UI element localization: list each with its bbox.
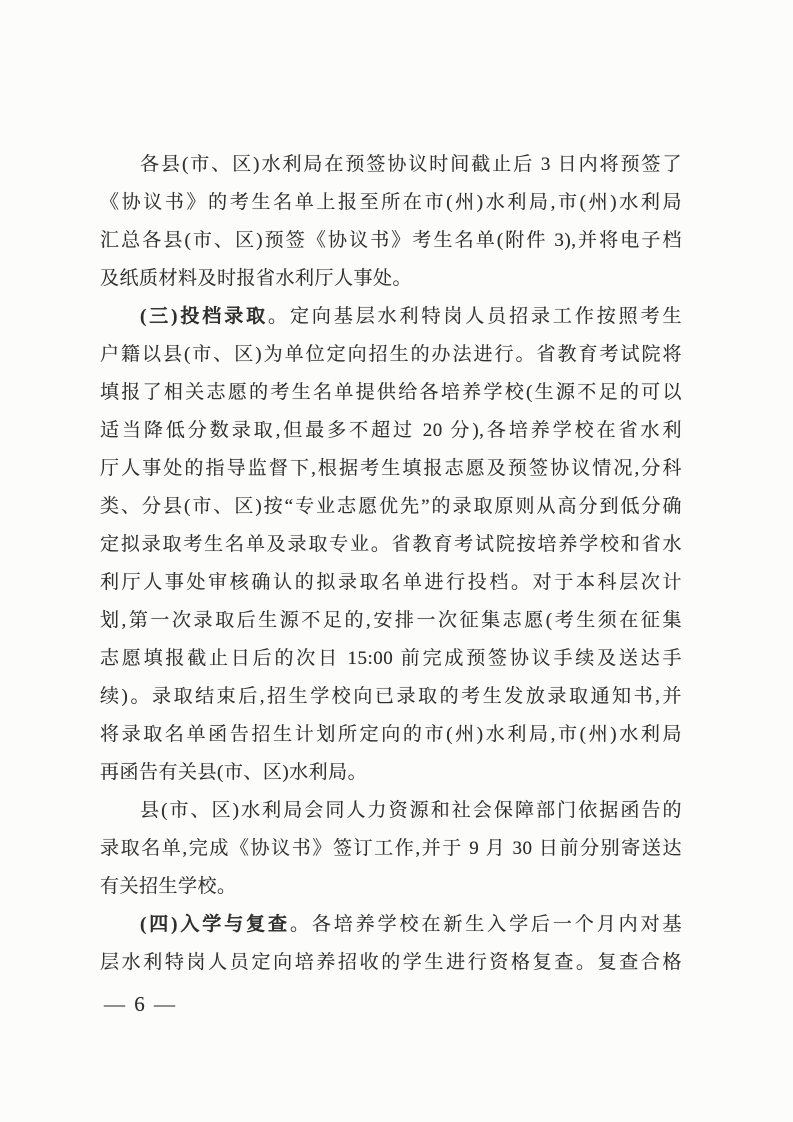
section-body-text: 。定向基层水利特岗人员招录工作按照考生 — [268, 306, 682, 327]
text-line: 定拟录取考生名单及录取专业。省教育考试院按培养学校和省水 — [100, 534, 682, 555]
text-line: 志愿填报截止日后的次日 15:00 前完成预签协议手续及送达手 — [100, 648, 682, 669]
text-line: 《协议书》的考生名单上报至所在市(州)水利局,市(州)水利局 — [100, 192, 682, 213]
text-line: 划,第一次录取后生源不足的,安排一次征集志愿(考生须在征集 — [100, 610, 682, 631]
text-line: 各县(市、区)水利局在预签协议时间截止后 3 日内将预签了 — [140, 154, 682, 175]
text-line: 适当降低分数录取,但最多不超过 20 分),各培养学校在省水利 — [100, 420, 682, 441]
text-line: 户籍以县(市、区)为单位定向招生的办法进行。省教育考试院将 — [100, 344, 682, 365]
text-line-paragraph-end: 及纸质材料及时报省水利厅人事处。 — [100, 268, 413, 289]
section-body-text: 。各培养学校在新生入学后一个月内对基 — [289, 914, 682, 935]
text-line: 类、分县(市、区)按“专业志愿优先”的录取原则从高分到低分确 — [100, 496, 682, 517]
document-body — [100, 146, 682, 982]
section-heading: (四)入学与复查 — [140, 914, 290, 935]
text-line: 利厅人事处审核确认的拟录取名单进行投档。对于本科层次计 — [100, 572, 682, 593]
text-line: 续)。录取结束后,招生学校向已录取的考生发放录取通知书,并 — [100, 686, 682, 707]
text-line: 汇总各县(市、区)预签《协议书》考生名单(附件 3),并将电子档 — [100, 230, 682, 251]
text-line: 县(市、区)水利局会同人力资源和社会保障部门依据函告的 — [140, 800, 682, 821]
text-line: 厅人事处的指导监督下,根据考生填报志愿及预签协议情况,分科 — [100, 458, 682, 479]
text-line: 录取名单,完成《协议书》签订工作,并于 9 月 30 日前分别寄送达 — [100, 838, 682, 859]
text-line: 将录取名单函告招生计划所定向的市(州)水利局,市(州)水利局 — [100, 724, 682, 745]
page-number: — 6 — — [104, 992, 177, 1016]
text-line-section-3 — [100, 298, 682, 336]
text-line: 层水利特岗人员定向培养招收的学生进行资格复查。复查合格 — [100, 952, 682, 973]
text-line-paragraph-end: 有关招生学校。 — [100, 876, 237, 897]
text-line-paragraph-end: 再函告有关县(市、区)水利局。 — [100, 762, 368, 783]
text-line: 填报了相关志愿的考生名单提供给各培养学校(生源不足的可以 — [100, 382, 682, 403]
section-heading: (三)投档录取 — [140, 306, 269, 327]
text-line-section-4 — [100, 906, 682, 944]
